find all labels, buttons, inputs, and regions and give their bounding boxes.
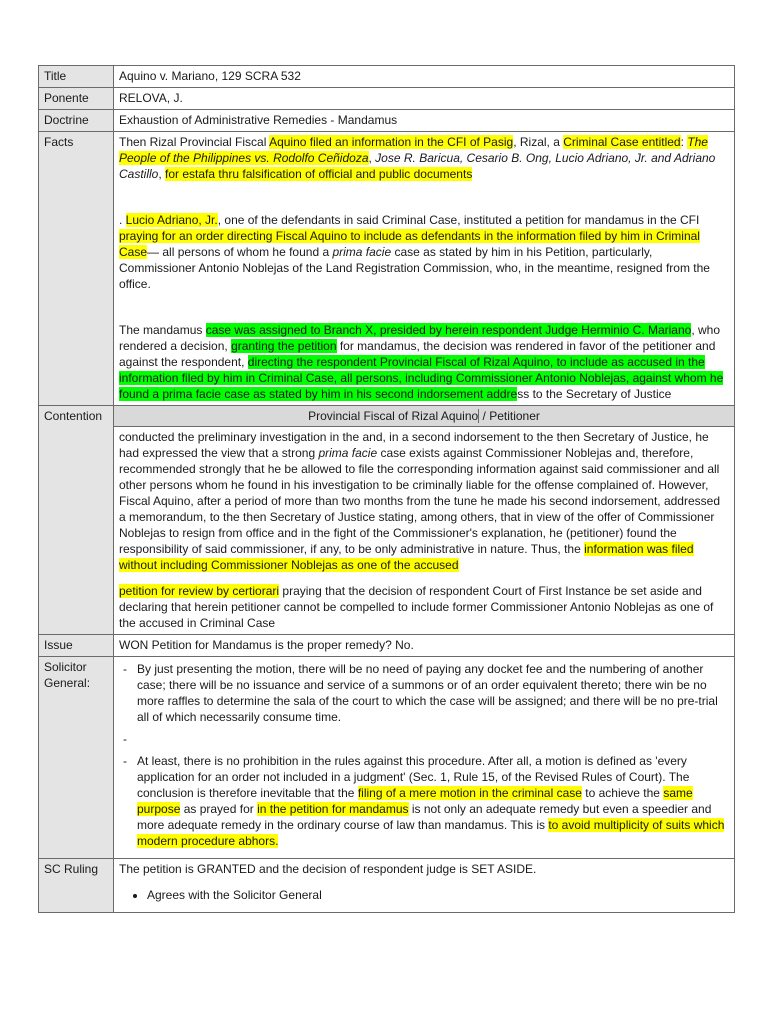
value-solicitor-general: [114, 657, 735, 859]
facts-paragraph-2: . Lucio Adriano, Jr., one of the defendants in said Criminal Case, instituted a petition for mandamus in the CFI praying for an order directing Fiscal Aquino to include as defendants in the information filed by him in Criminal Case— all persons of whom he found a prima facie case as stated by him in his Petition, particularly, Commissioner Antonio Noblejas of the Land Registration Commission, who, in the meantime, resigned from the office.: [119, 213, 710, 291]
label-sc-ruling: SC Ruling: [39, 859, 114, 913]
value-contention: [114, 406, 735, 635]
label-contention: Contention: [39, 406, 114, 635]
row-contention: [39, 406, 735, 635]
ruling-text: The petition is GRANTED and the decision of respondent judge is SET ASIDE.: [119, 862, 537, 876]
row-ponente: [39, 88, 735, 110]
contention-paragraph-2: petition for review by certiorari praying that the decision of respondent Court of First Instance be set aside and declaring that herein petitioner cannot be compelled to include former Commissioner Antonio Noblejas as one of the accused in Criminal Case: [119, 584, 714, 630]
value-facts: [114, 132, 735, 406]
contention-party-header: Provincial Fiscal of Rizal Aquino / Petitioner: [114, 406, 734, 427]
value-issue: WON Petition for Mandamus is the proper remedy? No.: [114, 635, 735, 657]
list-item-empty: [119, 731, 729, 747]
label-solicitor-general: Solicitor General:: [39, 657, 114, 859]
value-doctrine: Exhaustion of Administrative Remedies - Mandamus: [114, 110, 735, 132]
facts-paragraph-3: The mandamus case was assigned to Branch X, presided by herein respondent Judge Herminio C. Mariano, who rendered a decision, granting the petition for mandamus, the decision was rendered in favor of the petitioner and against the respondent, directing the respondent Provincial Fiscal of Rizal Aquino, to include as accused in the information filed by him in Criminal Case, all persons, including Commissioner Antonio Noblejas, against whom he found a prima facie case as stated by him in his second indorsement address to the Secretary of Justice: [119, 323, 724, 401]
label-issue: Issue: [39, 635, 114, 657]
label-facts: Facts: [39, 132, 114, 406]
list-item: • Agrees with the Solicitor General: [147, 887, 729, 903]
label-doctrine: Doctrine: [39, 110, 114, 132]
row-solicitor-general: [39, 657, 735, 859]
solicitor-general-list: [119, 661, 729, 849]
row-facts: [39, 132, 735, 406]
value-sc-ruling: [114, 859, 735, 913]
row-title: [39, 66, 735, 88]
facts-paragraph-1: Then Rizal Provincial Fiscal Aquino filed an information in the CFI of Pasig, Rizal, a Criminal Case entitled: The People of the Philippines vs. Rodolfo Ceñidoza, Jose R. Baricua, Cesario B. Ong, Lucio Adriano, Jr. and Adriano Castillo, for estafa thru falsification of official and public documents: [119, 135, 716, 181]
value-ponente: RELOVA, J.: [114, 88, 735, 110]
list-item: - By just presenting the motion, there will be no need of paying any docket fee and the numbering of another case; there will be no issuance and service of a summons or of an order equivalent thereto; there win be no more raffles to determine the sala of the court to which the case will be assigned; and there will be no pre-trial all of which necessarily consume time.: [119, 661, 729, 725]
label-ponente: Ponente: [39, 88, 114, 110]
row-sc-ruling: [39, 859, 735, 913]
label-title: Title: [39, 66, 114, 88]
contention-paragraph-1: conducted the preliminary investigation in the and, in a second indorsement to the then Secretary of Justice, he had expressed the view that a strong prima facie case exists against Commissioner Noblejas and, therefore, recommended strongly that he be allowed to file the corresponding information against said commissioner and all other persons whom he found in his investigation to be criminally liable for the offense complained of. However, Fiscal Aquino, after a period of more than two months from the tune he made his second indorsement, addressed a memorandum, to the then Secretary of Justice stating, among others, that in view of the offer of Commissioner Noblejas to resign from office and in the fight of the Commissioner's explanation, he (petitioner) found the responsibility of said commissioner, if any, to be only administrative in nature. Thus, the information was filed without including Commissioner Noblejas as one of the accused: [119, 430, 721, 572]
value-title: Aquino v. Mariano, 129 SCRA 532: [114, 66, 735, 88]
row-doctrine: [39, 110, 735, 132]
case-digest-table: [38, 65, 735, 913]
row-issue: [39, 635, 735, 657]
list-item: - At least, there is no prohibition in the rules against this procedure. After all, a motion is defined as 'every application for an order not included in a judgment' (Sec. 1, Rule 15, of the Revised Rules of Court). The conclusion is therefore inevitable that the filing of a mere motion in the criminal case to achieve the same purpose as prayed for in the petition for mandamus is not only an adequate remedy but even a speedier and more adequate remedy in the ordinary course of law than mandamus. This is to avoid multiplicity of suits which modern procedure abhors.: [119, 753, 729, 849]
ruling-bullets: [119, 887, 729, 903]
